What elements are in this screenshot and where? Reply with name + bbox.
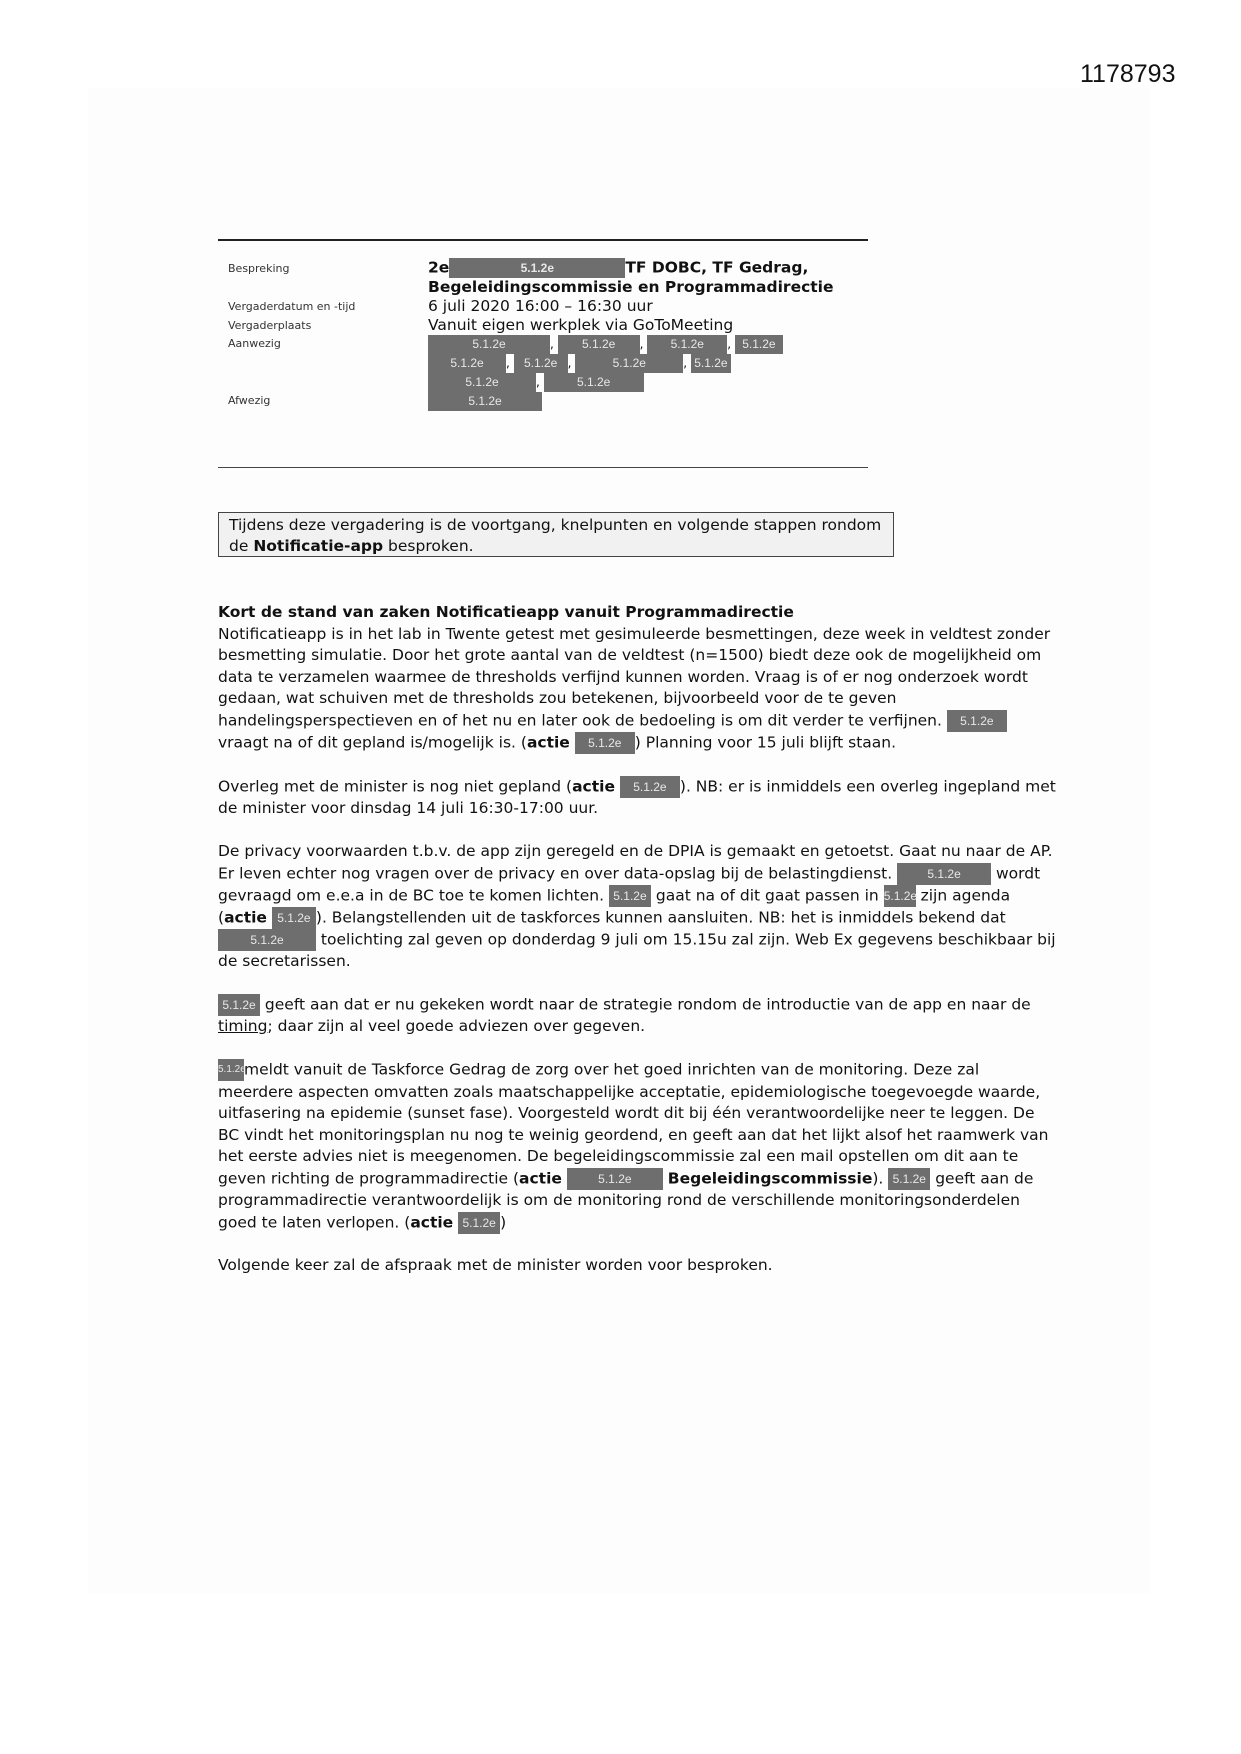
- text: ) Planning voor 15 juli blijft staan.: [634, 733, 897, 752]
- redaction-box: 5.1.2e: [647, 335, 727, 354]
- label-datum: Vergaderdatum en -tijd: [228, 300, 356, 313]
- text: wordt gevraagd om e.e.a in de BC toe te komen lichten.: [218, 864, 1041, 905]
- redaction-box: 5.1.2e: [897, 863, 991, 885]
- paragraph-strategy: [218, 994, 1058, 1038]
- text: De privacy voorwaarden t.b.v. de app zijn geregeld en de DPIA is gemaakt en getoetst. Gaat nu naar de AP. Er leven echter nog vragen over de privacy en over data-opslag bij de belastingdienst.: [218, 842, 1053, 883]
- header-rule-top: [218, 239, 868, 241]
- redaction-box: 5.1.2e: [428, 392, 542, 411]
- paragraph-status: [218, 624, 1058, 755]
- actie-label: actie: [526, 733, 570, 752]
- actie-label: actie: [224, 908, 267, 927]
- paragraph-monitoring: [218, 1059, 1058, 1233]
- text: toelichting zal geven op donderdag 9 juli om 15.15u zal zijn. Web Ex gegevens beschikbaar bij de secretarissen.: [218, 930, 1056, 970]
- value-datum: 6 juli 2020 16:00 – 16:30 uur: [428, 297, 653, 315]
- paragraph-privacy: [218, 841, 1058, 973]
- meta-row-datum: [228, 297, 868, 316]
- actie-label: actie: [572, 777, 615, 796]
- text: meldt vanuit de Taskforce Gedrag de zorg over het goed inrichten van de monitoring. Deze zal meerdere aspecten omvatten zoals maatschappelijke acceptatie, epidemiologische toegevoegde waarde, uitfasering na epidemie (sunset fase). Voorgesteld wordt dit bij één verantwoordelijke neer te leggen. De BC vindt het monitoringsplan nu nog te weinig geordend, en geeft aan dat het lijkt alsof het raamwerk van het eerste advies niet is meegenomen. De begeleidingscommissie zal een mail opstellen om dit aan te geven richting de programmadirectie (: [218, 1060, 1049, 1188]
- paragraph-next: Volgende keer zal de afspraak met de minister worden voor besproken.: [218, 1256, 773, 1275]
- label-plaats: Vergaderplaats: [228, 319, 312, 332]
- redaction-box: 5.1.2e: [567, 1168, 663, 1190]
- text: ). NB: er is inmiddels een overleg ingepland met de minister voor dinsdag 14 juli 16:30-17:00 uur.: [218, 777, 1056, 817]
- summary-text-end: besproken.: [383, 537, 474, 555]
- redaction-box: 5.1.2e: [218, 994, 260, 1016]
- meta-row-aanwezig: [228, 335, 868, 392]
- redaction-box: 5.1.2e: [620, 776, 680, 798]
- redaction-box: 5.1.2e: [575, 732, 635, 754]
- bold-text: Begeleidingscommissie: [667, 1169, 873, 1188]
- bespreking-line2: Begeleidingscommissie en Programmadirectie: [428, 278, 834, 296]
- text: ).: [872, 1169, 889, 1188]
- redaction-box: 5.1.2e: [558, 335, 640, 354]
- summary-text: Tijdens deze vergadering is de voortgang, knelpunten en volgende stappen rondom de: [229, 516, 882, 555]
- actie-label: actie: [410, 1213, 454, 1232]
- attendees-list: 5.1.2e , 5.1.2e , 5.1.2e , 5.1.2e 5.1.2e , 5.1.2e , 5.1.2e , 5.1.2e 5.1.2e , 5.1.2e: [428, 335, 848, 392]
- header-rule-bottom: [218, 467, 868, 468]
- text: ): [500, 1213, 507, 1232]
- redaction-box: 5.1.2e: [575, 354, 683, 373]
- meta-row-plaats: [228, 316, 868, 335]
- section-heading: Kort de stand van zaken Notificatieapp vanuit Programmadirectie: [218, 603, 794, 621]
- redaction-box: 5.1.2e: [888, 1168, 930, 1190]
- label-bespreking: Bespreking: [228, 262, 290, 275]
- label-afwezig: Afwezig: [228, 394, 271, 407]
- label-aanwezig: Aanwezig: [228, 337, 281, 350]
- value-bespreking: [428, 258, 868, 297]
- redaction-box: 5.1.2e: [272, 907, 316, 929]
- redaction-box: 5.1.2e: [218, 929, 316, 951]
- bespreking-suffix: TF DOBC, TF Gedrag,: [625, 258, 809, 277]
- paragraph-minister: [218, 776, 1058, 820]
- text: ; daar zijn al veel goede adviezen over gegeven.: [267, 1017, 646, 1036]
- meta-row-afwezig: [228, 392, 868, 411]
- text: gaat na of dit gaat passen in: [650, 886, 884, 905]
- minutes-body: [218, 602, 1058, 1299]
- bespreking-prefix: 2e: [428, 258, 450, 277]
- text: ). Belangstellenden uit de taskforces kunnen aansluiten. NB: het is inmiddels bekend dat: [315, 908, 1006, 927]
- underlined-text: timing: [218, 1017, 268, 1036]
- redaction-box: 5.1.2e: [458, 1212, 500, 1234]
- redaction-box: 5.1.2e: [218, 1059, 244, 1081]
- redaction-box: 5.1.2e: [514, 354, 568, 373]
- redaction-box: 5.1.2e: [428, 335, 550, 354]
- redaction-box: 5.1.2e: [544, 373, 644, 392]
- redaction-box: 5.1.2e: [884, 885, 916, 907]
- summary-box: [218, 512, 894, 557]
- meeting-metadata: [228, 258, 868, 411]
- text: geeft aan de programmadirectie verantwoordelijk is om de monitoring rond de verschillende monitoringsonderdelen goed te laten verlopen. (: [218, 1169, 1034, 1232]
- text: Overleg met de minister is nog niet gepland (: [218, 777, 573, 796]
- text: Notificatieapp is in het lab in Twente getest met gesimuleerde besmettingen, deze week in veldtest zonder besmetting simulatie. Door het grote aantal van de veldtest (n=1500) biedt deze ook de mogelijkheid om data te verzamelen waarmee de thresholds verfijnd kunnen worden. Vraag is of er nog onderzoek wordt gedaan, wat schuiven met de thresholds zou betekenen, bijvoorbeeld voor de te geven handelingsperspectieven en of het nu en later ook de bedoeling is om dit verder te verfijnen.: [218, 624, 1051, 730]
- document-number: 1178793: [1080, 60, 1176, 88]
- absent-list: [428, 392, 848, 411]
- text: vraagt na of dit gepland is/mogelijk is. (: [218, 733, 527, 752]
- summary-bold: Notificatie-app: [253, 537, 384, 555]
- redaction-box: 5.1.2e: [691, 354, 731, 373]
- redaction-box: 5.1.2e: [449, 258, 625, 278]
- redaction-box: 5.1.2e: [428, 373, 536, 392]
- redaction-box: 5.1.2e: [735, 335, 783, 354]
- text: geeft aan dat er nu gekeken wordt naar de strategie rondom de introductie van de app en naar de: [260, 995, 1031, 1014]
- meta-row-bespreking: [228, 258, 868, 297]
- redaction-box: 5.1.2e: [947, 710, 1007, 732]
- value-plaats: Vanuit eigen werkplek via GoToMeeting: [428, 316, 734, 334]
- redaction-box: 5.1.2e: [609, 885, 651, 907]
- redaction-box: 5.1.2e: [428, 354, 506, 373]
- text: zijn agenda (: [218, 886, 1011, 927]
- actie-label: actie: [519, 1169, 562, 1188]
